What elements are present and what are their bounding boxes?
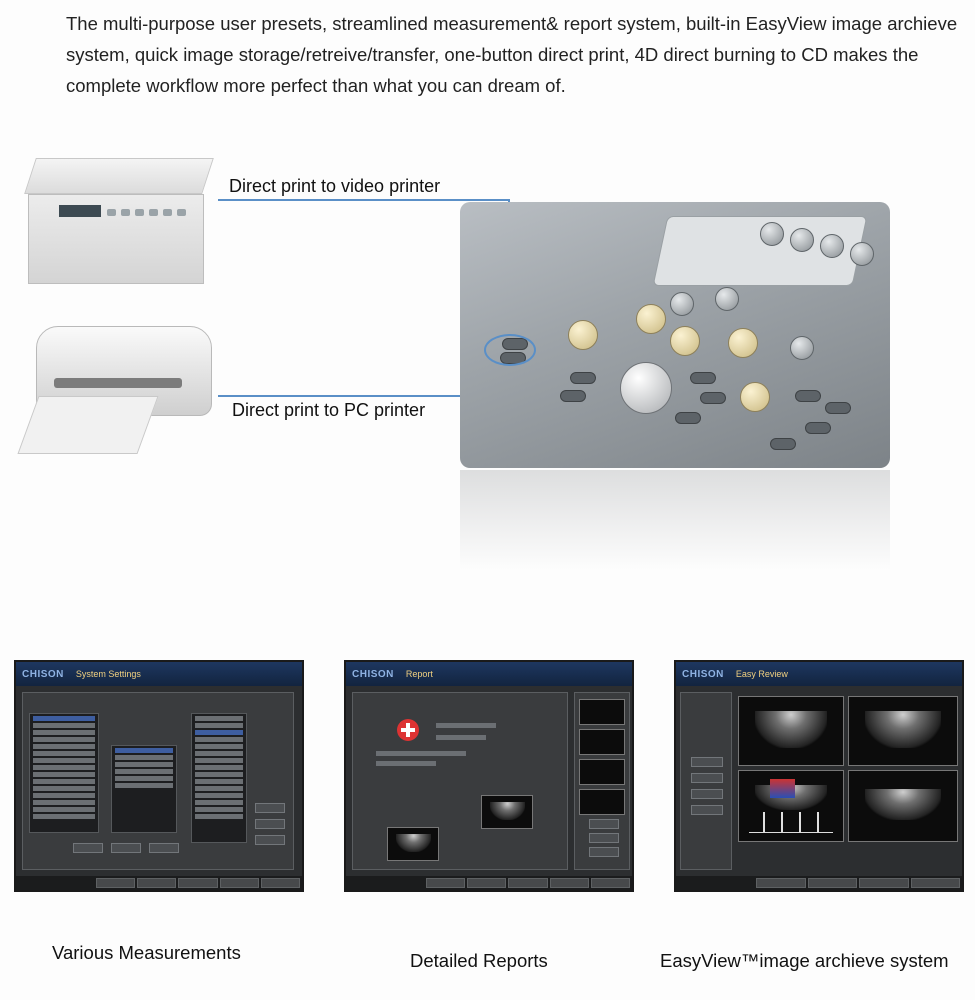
video-printer-callout-line bbox=[218, 199, 510, 201]
caption-measurements: Various Measurements bbox=[52, 942, 241, 963]
screen-title: Easy Review bbox=[735, 669, 788, 679]
screen-logo: CHISON bbox=[682, 668, 724, 680]
pc-printer-label: Direct print to PC printer bbox=[232, 400, 426, 420]
report-screenshot bbox=[344, 660, 634, 892]
easy-review-screenshot bbox=[674, 660, 964, 892]
trackball-icon bbox=[620, 362, 672, 414]
caption-easyview: EasyView™image archieve system bbox=[660, 950, 949, 971]
screen-title: System Settings bbox=[75, 669, 141, 679]
screen-logo: CHISON bbox=[22, 668, 64, 680]
screen-logo: CHISON bbox=[352, 668, 394, 680]
print-button-highlight bbox=[484, 334, 536, 366]
intro-paragraph: The multi-purpose user presets, streamlined measurement& report system, built-in EasyView image archieve system, quick image storage/retreive/transfer, one-button direct print, 4D direct burning to CD makes the complete workflow more perfect than what you can dream of. bbox=[66, 13, 958, 96]
video-printer-label: Direct print to video printer bbox=[229, 176, 441, 196]
hospital-logo-icon bbox=[397, 719, 419, 741]
console-reflection bbox=[460, 470, 890, 570]
system-settings-screenshot bbox=[14, 660, 304, 892]
pc-printer-icon bbox=[24, 318, 216, 458]
ultrasound-console-photo bbox=[460, 202, 890, 468]
screen-title: Report bbox=[405, 669, 433, 679]
video-printer-icon bbox=[22, 158, 212, 286]
caption-reports: Detailed Reports bbox=[410, 950, 548, 971]
